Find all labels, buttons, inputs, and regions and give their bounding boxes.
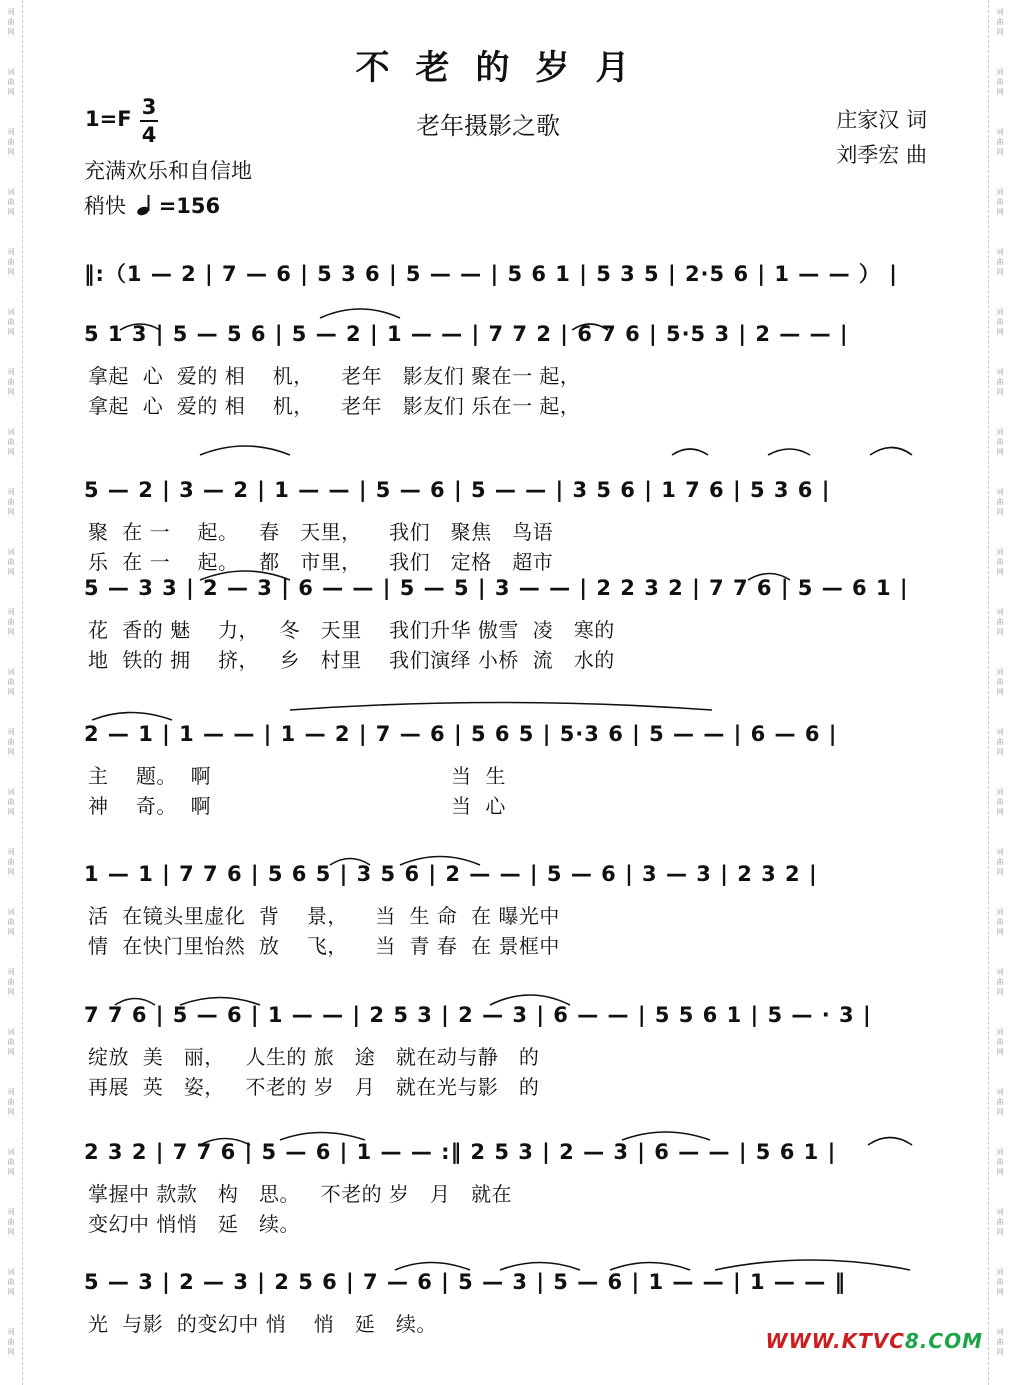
time-signature-bar bbox=[140, 120, 158, 122]
composer-credit: 刘季宏 曲 bbox=[836, 143, 927, 167]
side-watermark-glyph: 曲 bbox=[996, 618, 1004, 626]
side-watermark-glyph: 词 bbox=[996, 668, 1004, 676]
side-watermark-glyph: 词 bbox=[996, 848, 1004, 856]
side-watermark-glyph: 词 bbox=[996, 788, 1004, 796]
side-watermark-glyph: 曲 bbox=[996, 1278, 1004, 1286]
side-watermark-glyph: 网 bbox=[996, 508, 1004, 516]
side-watermark-glyph: 词 bbox=[7, 908, 15, 916]
score-notes-row: 5 — 2 | 3 — 2 | 1 — — | 5 — 6 | 5 — — | 3 5 6 | 1 7 6 | 5 3 6 | bbox=[84, 478, 831, 502]
side-watermark-glyph: 网 bbox=[7, 448, 15, 456]
side-watermark-glyph: 网 bbox=[996, 1348, 1004, 1356]
time-signature bbox=[140, 95, 158, 147]
side-watermark-glyph: 网 bbox=[996, 1288, 1004, 1296]
side-watermark-glyph: 曲 bbox=[996, 1158, 1004, 1166]
side-watermark-glyph: 词 bbox=[7, 8, 15, 16]
side-watermark-glyph: 网 bbox=[7, 748, 15, 756]
side-watermark-glyph: 词 bbox=[7, 68, 15, 76]
side-watermark-glyph: 网 bbox=[996, 868, 1004, 876]
side-watermark-glyph: 网 bbox=[7, 1108, 15, 1116]
side-watermark-glyph: 曲 bbox=[996, 318, 1004, 326]
side-watermark-glyph: 曲 bbox=[7, 318, 15, 326]
slur bbox=[868, 1138, 912, 1146]
side-watermark-glyph: 词 bbox=[7, 308, 15, 316]
side-watermark-glyph: 曲 bbox=[7, 18, 15, 26]
side-watermark-glyph: 网 bbox=[7, 328, 15, 336]
side-watermark-glyph: 曲 bbox=[7, 1158, 15, 1166]
side-watermark-glyph: 网 bbox=[7, 508, 15, 516]
side-watermark-glyph: 词 bbox=[996, 1208, 1004, 1216]
side-watermark-glyph: 曲 bbox=[996, 978, 1004, 986]
slur bbox=[200, 446, 290, 455]
side-watermark-glyph: 曲 bbox=[7, 858, 15, 866]
side-watermark-glyph: 词 bbox=[996, 1328, 1004, 1336]
side-watermark-glyph: 词 bbox=[996, 308, 1004, 316]
score-notes-row: 5 — 3 | 2 — 3 | 2 5 6 | 7 — 6 | 5 — 3 | 5 — 6 | 1 — — | 1 — — ‖ bbox=[84, 1270, 847, 1294]
side-watermark-glyph: 网 bbox=[7, 928, 15, 936]
side-watermark-glyph: 词 bbox=[7, 128, 15, 136]
side-watermark-glyph: 曲 bbox=[996, 1338, 1004, 1346]
side-watermark-glyph: 词 bbox=[996, 548, 1004, 556]
side-watermark-glyph: 网 bbox=[7, 568, 15, 576]
side-watermark-glyph: 词 bbox=[7, 248, 15, 256]
side-watermark-glyph: 词 bbox=[996, 128, 1004, 136]
side-watermark-glyph: 网 bbox=[7, 28, 15, 36]
side-watermark-glyph: 词 bbox=[996, 188, 1004, 196]
quarter-note-icon bbox=[133, 194, 159, 216]
lyric-line: 聚 在 一 起。 春 天里， 我们 聚焦 鸟语 bbox=[88, 520, 554, 544]
side-watermark-glyph: 词 bbox=[996, 728, 1004, 736]
lyric-line: 变幻中 悄悄 延 续。 bbox=[88, 1212, 301, 1236]
watermark-part1: WWW.KTVC bbox=[765, 1329, 905, 1353]
side-watermark-glyph: 词 bbox=[7, 368, 15, 376]
expression-mark: 充满欢乐和自信地 bbox=[84, 159, 252, 183]
side-watermark-glyph: 词 bbox=[996, 368, 1004, 376]
side-watermark-glyph: 网 bbox=[996, 388, 1004, 396]
side-watermark-glyph: 词 bbox=[7, 1028, 15, 1036]
side-watermark-glyph: 词 bbox=[996, 248, 1004, 256]
lyric-line: 神 奇。 啊 当 心 bbox=[88, 794, 506, 818]
score-notes-row: 7 7 6 | 5 — 6 | 1 — — | 2 5 3 | 2 — 3 | 6 — — | 5 5 6 1 | 5 — · 3 | bbox=[84, 1003, 872, 1027]
side-watermark-glyph: 曲 bbox=[996, 918, 1004, 926]
side-watermark-glyph: 曲 bbox=[996, 138, 1004, 146]
lyric-line: 活 在镜头里虚化 背 景， 当 生 命 在 曝光中 bbox=[88, 904, 560, 928]
slur bbox=[92, 713, 172, 721]
side-watermark-glyph: 曲 bbox=[7, 438, 15, 446]
watermark-part2: 8.COM bbox=[904, 1329, 983, 1353]
side-watermark-glyph: 词 bbox=[7, 1328, 15, 1336]
lyric-line: 地 铁的 拥 挤， 乡 村里 我们演绎 小桥 流 水的 bbox=[88, 648, 615, 672]
score-notes-row: 2 3 2 | 7 7 6 | 5 — 6 | 1 — — :‖ 2 5 3 | 2 — 3 | 6 — — | 5 6 1 | bbox=[84, 1140, 837, 1164]
side-watermark-glyph: 词 bbox=[7, 488, 15, 496]
side-watermark-glyph: 网 bbox=[7, 988, 15, 996]
lyric-line: 主 题。 啊 当 生 bbox=[88, 764, 506, 788]
side-watermark-glyph: 曲 bbox=[7, 1278, 15, 1286]
score-notes-row: 5 — 3 3 | 2 — 3 | 6 — — | 5 — 5 | 3 — — | 2 2 3 2 | 7 7 6 | 5 — 6 1 | bbox=[84, 576, 909, 600]
side-watermark-glyph: 曲 bbox=[996, 258, 1004, 266]
score-notes-row: ‖:（1 — 2 | 7 — 6 | 5 3 6 | 5 — — | 5 6 1 | 5 3 5 | 2·5 6 | 1 — — ） | bbox=[84, 262, 898, 286]
slur bbox=[500, 1263, 580, 1271]
slur bbox=[290, 703, 712, 711]
side-watermark-glyph: 曲 bbox=[996, 198, 1004, 206]
tempo-value: =156 bbox=[158, 194, 221, 218]
side-watermark-glyph: 网 bbox=[996, 328, 1004, 336]
side-watermark-glyph: 词 bbox=[996, 968, 1004, 976]
song-title: 不老的岁月 bbox=[355, 48, 656, 88]
side-watermark-glyph: 词 bbox=[996, 1148, 1004, 1156]
side-watermark-glyph: 曲 bbox=[996, 498, 1004, 506]
side-watermark-glyph: 曲 bbox=[7, 738, 15, 746]
side-watermark-glyph: 词 bbox=[7, 548, 15, 556]
side-watermark-glyph: 词 bbox=[996, 1028, 1004, 1036]
lyric-line: 绽放 美 丽， 人生的 旅 途 就在动与静 的 bbox=[88, 1045, 540, 1069]
side-watermark-glyph: 曲 bbox=[7, 918, 15, 926]
side-watermark-glyph: 曲 bbox=[996, 798, 1004, 806]
lyric-line: 花 香的 魅 力， 冬 天里 我们升华 傲雪 凌 寒的 bbox=[88, 618, 615, 642]
side-watermark-glyph: 曲 bbox=[7, 618, 15, 626]
side-watermark-glyph: 网 bbox=[996, 688, 1004, 696]
side-watermark-glyph: 词 bbox=[7, 968, 15, 976]
side-watermark-glyph: 词 bbox=[7, 188, 15, 196]
subtitle: 老年摄影之歌 bbox=[416, 112, 560, 140]
side-watermark-glyph: 网 bbox=[7, 388, 15, 396]
side-watermark-glyph: 网 bbox=[7, 868, 15, 876]
lyric-line: 掌握中 款款 构 思。 不老的 岁 月 就在 bbox=[88, 1182, 513, 1206]
slur bbox=[280, 1133, 365, 1141]
side-watermark-glyph: 网 bbox=[7, 1288, 15, 1296]
side-watermark-glyph: 网 bbox=[996, 988, 1004, 996]
side-watermark-glyph: 网 bbox=[7, 1348, 15, 1356]
lyric-line: 乐 在 一 起。 都 市里， 我们 定格 超市 bbox=[88, 550, 554, 574]
side-watermark-glyph: 网 bbox=[996, 1048, 1004, 1056]
lyric-line: 拿起 心 爱的 相 机， 老年 影友们 乐在一 起， bbox=[88, 394, 581, 418]
lyric-line: 再展 英 姿， 不老的 岁 月 就在光与影 的 bbox=[88, 1075, 540, 1099]
side-watermark-glyph: 曲 bbox=[996, 678, 1004, 686]
slur bbox=[870, 448, 912, 456]
side-watermark-glyph: 词 bbox=[7, 668, 15, 676]
side-watermark-glyph: 网 bbox=[7, 208, 15, 216]
side-watermark-glyph: 曲 bbox=[7, 378, 15, 386]
side-watermark-glyph: 网 bbox=[996, 1108, 1004, 1116]
side-watermark-glyph: 词 bbox=[7, 1088, 15, 1096]
side-watermark-glyph: 网 bbox=[996, 808, 1004, 816]
lyric-line: 情 在快门里怡然 放 飞， 当 青 春 在 景框中 bbox=[88, 934, 560, 958]
side-watermark-glyph: 词 bbox=[7, 1268, 15, 1276]
side-watermark-glyph: 曲 bbox=[996, 558, 1004, 566]
lyric-line: 光 与影 的变幻中 悄 悄 延 续。 bbox=[88, 1312, 437, 1336]
side-watermark-glyph: 曲 bbox=[996, 78, 1004, 86]
side-watermark-glyph: 词 bbox=[7, 788, 15, 796]
side-watermark-glyph: 网 bbox=[7, 808, 15, 816]
side-watermark-glyph: 词 bbox=[7, 1208, 15, 1216]
side-watermark-glyph: 网 bbox=[996, 268, 1004, 276]
side-watermark-glyph: 词 bbox=[996, 488, 1004, 496]
slur bbox=[768, 449, 810, 455]
left-border-strip bbox=[0, 0, 23, 1385]
side-watermark-glyph: 曲 bbox=[996, 1098, 1004, 1106]
side-watermark-glyph: 词 bbox=[996, 1268, 1004, 1276]
lyricist-credit: 庄家汉 词 bbox=[836, 108, 927, 132]
time-signature-bottom: 4 bbox=[141, 123, 157, 147]
side-watermark-glyph: 曲 bbox=[996, 438, 1004, 446]
time-signature-top: 3 bbox=[141, 95, 157, 119]
side-watermark-glyph: 网 bbox=[996, 628, 1004, 636]
side-watermark-glyph: 曲 bbox=[7, 798, 15, 806]
side-watermark-glyph: 词 bbox=[996, 908, 1004, 916]
side-watermark-glyph: 曲 bbox=[996, 378, 1004, 386]
slur bbox=[672, 449, 708, 455]
side-watermark-glyph: 网 bbox=[7, 88, 15, 96]
side-watermark-glyph: 网 bbox=[7, 1228, 15, 1236]
site-watermark bbox=[766, 1329, 983, 1353]
side-watermark-glyph: 曲 bbox=[7, 1218, 15, 1226]
side-watermark-glyph: 曲 bbox=[7, 1338, 15, 1346]
side-watermark-glyph: 网 bbox=[996, 88, 1004, 96]
side-watermark-glyph: 词 bbox=[7, 728, 15, 736]
side-watermark-glyph: 网 bbox=[996, 568, 1004, 576]
score-notes-row: 2 — 1 | 1 — — | 1 — 2 | 7 — 6 | 5 6 5 | 5·3 6 | 5 — — | 6 — 6 | bbox=[84, 722, 838, 746]
side-watermark-glyph: 网 bbox=[996, 28, 1004, 36]
side-watermark-glyph: 词 bbox=[996, 428, 1004, 436]
side-watermark-glyph: 词 bbox=[7, 428, 15, 436]
side-watermark-glyph: 网 bbox=[7, 268, 15, 276]
slur bbox=[610, 1263, 690, 1271]
side-watermark-glyph: 网 bbox=[996, 1228, 1004, 1236]
side-watermark-glyph: 网 bbox=[996, 1168, 1004, 1176]
side-watermark-glyph: 词 bbox=[996, 68, 1004, 76]
side-watermark-glyph: 曲 bbox=[996, 1038, 1004, 1046]
side-watermark-glyph: 词 bbox=[7, 608, 15, 616]
side-watermark-glyph: 曲 bbox=[7, 258, 15, 266]
side-watermark-glyph: 曲 bbox=[7, 498, 15, 506]
side-watermark-glyph: 曲 bbox=[7, 78, 15, 86]
slur bbox=[320, 309, 400, 318]
side-watermark-glyph: 曲 bbox=[7, 978, 15, 986]
side-watermark-glyph: 曲 bbox=[7, 558, 15, 566]
side-watermark-glyph: 网 bbox=[7, 148, 15, 156]
side-watermark-glyph: 网 bbox=[996, 928, 1004, 936]
side-watermark-glyph: 曲 bbox=[7, 1038, 15, 1046]
side-watermark-glyph: 网 bbox=[996, 148, 1004, 156]
side-watermark-glyph: 网 bbox=[996, 448, 1004, 456]
lyric-line: 拿起 心 爱的 相 机， 老年 影友们 聚在一 起， bbox=[88, 364, 581, 388]
side-watermark-glyph: 曲 bbox=[7, 1098, 15, 1106]
side-watermark-glyph: 曲 bbox=[7, 678, 15, 686]
score-notes-row: 1 — 1 | 7 7 6 | 5 6 5 | 3 5 6 | 2 — — | 5 — 6 | 3 — 3 | 2 3 2 | bbox=[84, 862, 818, 886]
side-watermark-glyph: 词 bbox=[7, 848, 15, 856]
slur bbox=[715, 1260, 910, 1270]
tempo-label: 稍快 bbox=[84, 194, 126, 218]
side-watermark-glyph: 词 bbox=[7, 1148, 15, 1156]
side-watermark-glyph: 词 bbox=[996, 608, 1004, 616]
side-watermark-glyph: 词 bbox=[996, 8, 1004, 16]
side-watermark-glyph: 曲 bbox=[996, 18, 1004, 26]
side-watermark-glyph: 曲 bbox=[996, 1218, 1004, 1226]
side-watermark-glyph: 网 bbox=[7, 1048, 15, 1056]
side-watermark-glyph: 网 bbox=[996, 208, 1004, 216]
right-border-strip bbox=[988, 0, 1011, 1385]
side-watermark-glyph: 网 bbox=[7, 688, 15, 696]
side-watermark-glyph: 词 bbox=[996, 1088, 1004, 1096]
slur bbox=[395, 1263, 470, 1271]
side-watermark-glyph: 网 bbox=[7, 628, 15, 636]
side-watermark-glyph: 曲 bbox=[996, 858, 1004, 866]
tempo-mark bbox=[84, 190, 220, 220]
side-watermark-glyph: 曲 bbox=[7, 138, 15, 146]
side-watermark-glyph: 网 bbox=[996, 748, 1004, 756]
side-watermark-glyph: 曲 bbox=[996, 738, 1004, 746]
score-notes-row: 5 1 3 | 5 — 5 6 | 5 — 2 | 1 — — | 7 7 2 | 6 7 6 | 5·5 3 | 2 — — | bbox=[84, 322, 849, 346]
slur bbox=[622, 1132, 710, 1140]
key-signature: 1=F bbox=[85, 107, 132, 131]
side-watermark-glyph: 网 bbox=[7, 1168, 15, 1176]
side-watermark-glyph: 曲 bbox=[7, 198, 15, 206]
